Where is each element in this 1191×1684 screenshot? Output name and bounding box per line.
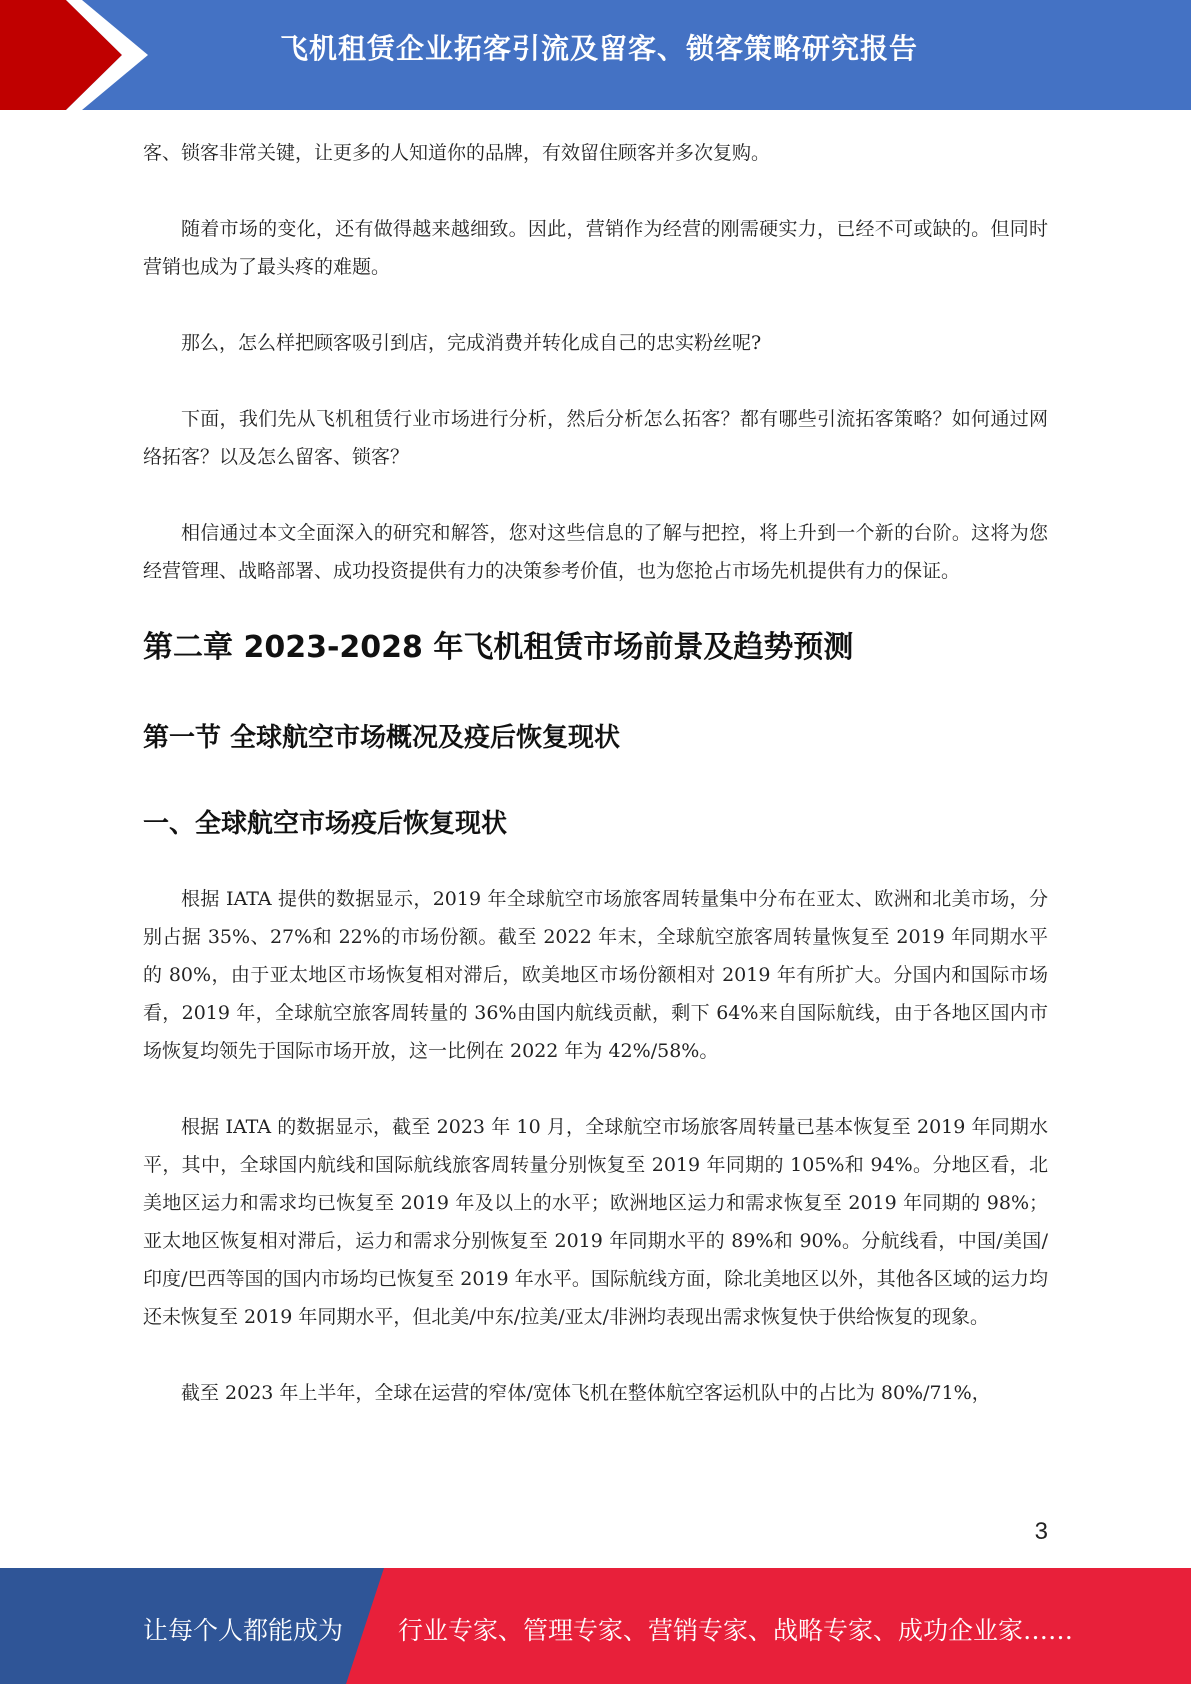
paragraph: 那么，怎么样把顾客吸引到店，完成消费并转化成自己的忠实粉丝呢?: [181, 332, 762, 354]
section-heading: 第一节 全球航空市场概况及疫后恢复现状: [143, 723, 621, 753]
header-red-chevron: [0, 0, 122, 110]
page-header: [0, 0, 1191, 110]
paragraph: 截至 2023 年上半年，全球在运营的窄体/宽体飞机在整体航空客运机队中的占比为 80%/71%，: [181, 1382, 991, 1404]
page-number: 3: [1034, 1518, 1048, 1545]
page-footer: [0, 1568, 1191, 1684]
paragraph: 客、锁客非常关键，让更多的人知道你的品牌，有效留住顾客并多次复购。: [143, 142, 771, 164]
paragraph: 根据 IATA 提供的数据显示，2019 年全球航空市场旅客周转量集中分布在亚太、欧洲和北美市场，分别占据 35%、27%和 22%的市场份额。截至 2022 年末，全球航空旅客周转量恢复至 2019 年同期水平的 80%，由于亚太地区市场恢复相对滞后，欧美地区市场份额相对 2019 年有所扩大。分国内和国际市场看，2019 年，全球航空旅客周转量的 36%由国内航线贡献，剩下 64%来自国际航线，由于各地区国内市场恢复均领先于国际市场开放，这一比例在 2022 年为 42%/58%。: [143, 888, 1048, 1062]
page-body: [143, 134, 1048, 1450]
report-title: 飞机租赁企业拓客引流及留客、锁客策略研究报告: [280, 32, 919, 65]
paragraph: 相信通过本文全面深入的研究和解答，您对这些信息的了解与把控，将上升到一个新的台阶。这将为您经营管理、战略部署、成功投资提供有力的决策参考价值，也为您抢占市场先机提供有力的保证。: [143, 522, 1048, 582]
paragraph: 根据 IATA 的数据显示，截至 2023 年 10 月，全球航空市场旅客周转量已基本恢复至 2019 年同期水平，其中，全球国内航线和国际航线旅客周转量分别恢复至 2019 年同期的 105%和 94%。分地区看，北美地区运力和需求均已恢复至 2019 年及以上的水平；欧洲地区运力和需求恢复至 2019 年同期的 98%；亚太地区恢复相对滞后，运力和需求分别恢复至 2019 年同期水平的 89%和 90%。分航线看，中国/美国/印度/巴西等国的国内市场均已恢复至 2019 年水平。国际航线方面，除北美地区以外，其他各区域的运力均还未恢复至 2019 年同期水平，但北美/中东/拉美/亚太/非洲均表现出需求恢复快于供给恢复的现象。: [143, 1116, 1048, 1328]
footer-slogan-right: 行业专家、管理专家、营销专家、战略专家、成功企业家……: [398, 1616, 1074, 1645]
chapter-heading: 第二章 2023-2028 年飞机租赁市场前景及趋势预测: [143, 630, 854, 665]
footer-slogan-left: 让每个人都能成为: [143, 1616, 344, 1645]
subsection-heading: 一、全球航空市场疫后恢复现状: [143, 809, 508, 839]
paragraph: 下面，我们先从飞机租赁行业市场进行分析，然后分析怎么拓客？都有哪些引流拓客策略？如何通过网络拓客？以及怎么留客、锁客？: [143, 408, 1048, 468]
paragraph: 随着市场的变化，还有做得越来越细致。因此，营销作为经营的刚需硬实力，已经不可或缺的。但同时营销也成为了最头疼的难题。: [143, 218, 1048, 278]
